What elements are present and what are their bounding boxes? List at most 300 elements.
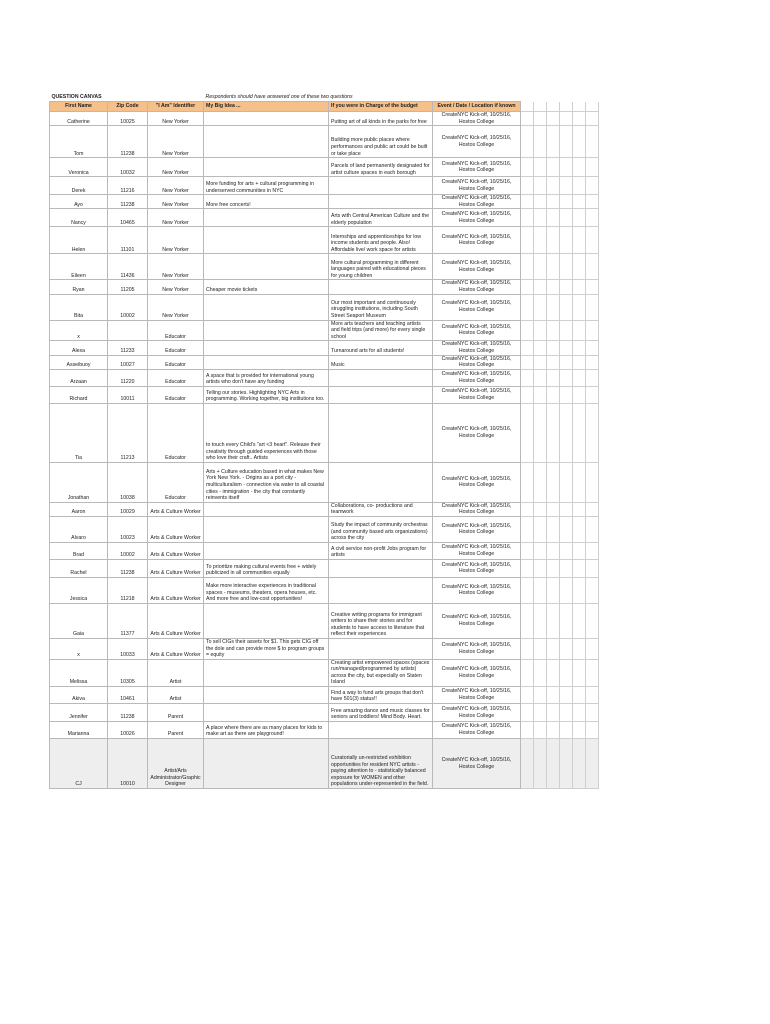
empty-cell <box>534 227 547 254</box>
empty-cell <box>586 195 599 209</box>
empty-cell <box>573 254 586 280</box>
empty-cell <box>573 177 586 195</box>
cell-first-name: Ayo <box>50 195 108 209</box>
table-row <box>50 158 599 177</box>
cell-budget <box>329 638 433 659</box>
cell-i-am: New Yorker <box>148 294 204 320</box>
empty-cell <box>547 209 560 227</box>
empty-cell <box>534 739 547 789</box>
table-row <box>50 559 599 577</box>
cell-zip-code: 11101 <box>108 227 148 254</box>
cell-zip-code: 10461 <box>108 687 148 704</box>
cell-zip-code: 10305 <box>108 659 148 686</box>
cell-first-name: Aaron <box>50 502 108 516</box>
empty-cell <box>521 722 534 739</box>
cell-budget <box>329 403 433 462</box>
empty-cell <box>573 294 586 320</box>
empty-cell <box>573 502 586 516</box>
cell-event: CreateNYC Kick-off, 10/25/16, Hostos College <box>433 462 521 502</box>
cell-event: CreateNYC Kick-off, 10/25/16, Hostos College <box>433 722 521 739</box>
cell-budget: Collaborations, co- productions and teamwork <box>329 502 433 516</box>
empty-cell <box>534 542 547 559</box>
empty-cell <box>534 638 547 659</box>
cell-event: CreateNYC Kick-off, 10/25/16, Hostos College <box>433 502 521 516</box>
empty-cell <box>534 126 547 158</box>
cell-zip-code: 10027 <box>108 355 148 369</box>
empty-cell <box>573 687 586 704</box>
cell-big-idea <box>204 294 329 320</box>
empty-cell <box>521 739 534 789</box>
empty-cell <box>573 516 586 542</box>
cell-zip-code: 10011 <box>108 386 148 403</box>
cell-budget: Building more public places where performances and public art could be built or take place <box>329 126 433 158</box>
cell-big-idea <box>204 341 329 355</box>
empty-cell <box>573 158 586 177</box>
empty-cell <box>586 577 599 603</box>
empty-cell <box>521 112 534 126</box>
empty-cell <box>521 209 534 227</box>
cell-i-am: Arts & Culture Worker <box>148 502 204 516</box>
empty-cell <box>547 659 560 686</box>
table-row <box>50 739 599 789</box>
empty-cell <box>547 638 560 659</box>
empty-cell <box>547 462 560 502</box>
cell-first-name: Bita <box>50 294 108 320</box>
empty-cell <box>547 542 560 559</box>
cell-event: CreateNYC Kick-off, 10/25/16, Hostos College <box>433 687 521 704</box>
empty-cell <box>547 195 560 209</box>
cell-big-idea <box>204 126 329 158</box>
cell-first-name: Marianna <box>50 722 108 739</box>
cell-big-idea: More free concerts! <box>204 195 329 209</box>
empty-cell <box>521 403 534 462</box>
table-row <box>50 227 599 254</box>
cell-i-am: New Yorker <box>148 158 204 177</box>
cell-budget: A civil service non-profit Jobs program for artists <box>329 542 433 559</box>
cell-zip-code: 10038 <box>108 462 148 502</box>
empty-cell <box>534 659 547 686</box>
cell-i-am: Artist <box>148 659 204 686</box>
cell-big-idea: More funding for arts + cultural programming in underserved communities in NYC <box>204 177 329 195</box>
respondent-note: Respondents should have answered one of these two questions <box>205 94 353 101</box>
empty-cell <box>547 320 560 341</box>
cell-zip-code: 10025 <box>108 112 148 126</box>
cell-i-am: Arts & Culture Worker <box>148 542 204 559</box>
cell-first-name: Catherine <box>50 112 108 126</box>
cell-first-name: Derek <box>50 177 108 195</box>
empty-cell <box>586 687 599 704</box>
empty-cell <box>573 112 586 126</box>
cell-first-name: Gaia <box>50 603 108 638</box>
empty-cell <box>586 341 599 355</box>
empty-cell <box>560 294 573 320</box>
cell-event: CreateNYC Kick-off, 10/25/16, Hostos College <box>433 516 521 542</box>
canvas-title: QUESTION CANVAS <box>51 94 102 101</box>
cell-first-name: Alexa <box>50 341 108 355</box>
cell-big-idea <box>204 659 329 686</box>
cell-budget: More arts teachers and teaching artists and field trips (and more) for every single school <box>329 320 433 341</box>
cell-zip-code: 11213 <box>108 403 148 462</box>
spreadsheet <box>49 92 598 789</box>
cell-event: CreateNYC Kick-off, 10/25/16, Hostos College <box>433 659 521 686</box>
cell-zip-code: 10002 <box>108 294 148 320</box>
empty-cell <box>521 704 534 722</box>
cell-budget: Our most important and continuously struggling institutions, including South Street Seaport Museum <box>329 294 433 320</box>
empty-cell <box>560 659 573 686</box>
empty-cell <box>534 341 547 355</box>
cell-event: CreateNYC Kick-off, 10/25/16, Hostos College <box>433 195 521 209</box>
empty-cell <box>586 638 599 659</box>
cell-budget <box>329 369 433 386</box>
cell-i-am: New Yorker <box>148 195 204 209</box>
empty-cell <box>534 687 547 704</box>
table-row <box>50 195 599 209</box>
empty-cell <box>534 294 547 320</box>
empty-cell <box>521 659 534 686</box>
empty-cell <box>534 195 547 209</box>
empty-cell <box>534 403 547 462</box>
empty-cell <box>573 603 586 638</box>
empty-cell <box>586 739 599 789</box>
cell-event: CreateNYC Kick-off, 10/25/16, Hostos College <box>433 542 521 559</box>
empty-cell <box>521 341 534 355</box>
empty-cell <box>547 386 560 403</box>
empty-cell <box>521 542 534 559</box>
empty-cell <box>521 462 534 502</box>
empty-cell <box>547 603 560 638</box>
cell-event: CreateNYC Kick-off, 10/25/16, Hostos College <box>433 254 521 280</box>
cell-big-idea: Telling our stories. Highlighting NYC Arts in programming. Working together, big institutions too. <box>204 386 329 403</box>
empty-cell <box>560 280 573 294</box>
empty-cell <box>560 386 573 403</box>
empty-cell <box>547 280 560 294</box>
empty-cell <box>547 294 560 320</box>
empty-cell <box>560 559 573 577</box>
cell-i-am: Arts & Culture Worker <box>148 516 204 542</box>
empty-cell <box>534 254 547 280</box>
cell-i-am: Educator <box>148 386 204 403</box>
empty-cell <box>534 386 547 403</box>
cell-budget: More cultural programming in different languages paired with educational pieces for young children <box>329 254 433 280</box>
cell-zip-code: 10026 <box>108 722 148 739</box>
empty-cell <box>573 209 586 227</box>
cell-event: CreateNYC Kick-off, 10/25/16, Hostos College <box>433 739 521 789</box>
empty-cell <box>534 577 547 603</box>
empty-cell <box>573 280 586 294</box>
cell-i-am: Artist <box>148 687 204 704</box>
empty-cell <box>573 227 586 254</box>
empty-cell <box>560 227 573 254</box>
empty-cell <box>547 355 560 369</box>
empty-cell <box>534 280 547 294</box>
cell-zip-code: 10002 <box>108 542 148 559</box>
empty-cell <box>521 195 534 209</box>
cell-i-am: New Yorker <box>148 112 204 126</box>
empty-cell <box>547 126 560 158</box>
empty-cell <box>586 177 599 195</box>
empty-cell <box>534 158 547 177</box>
cell-i-am: Artist/Arts Administrator/Graphic Designer <box>148 739 204 789</box>
empty-cell <box>586 542 599 559</box>
cell-zip-code: 11220 <box>108 369 148 386</box>
cell-event: CreateNYC Kick-off, 10/25/16, Hostos College <box>433 294 521 320</box>
empty-cell <box>560 502 573 516</box>
cell-first-name: Eileen <box>50 254 108 280</box>
table-row <box>50 462 599 502</box>
empty-cell <box>586 369 599 386</box>
cell-first-name: Rachel <box>50 559 108 577</box>
cell-first-name: CJ <box>50 739 108 789</box>
cell-budget <box>329 177 433 195</box>
empty-cell <box>560 704 573 722</box>
cell-first-name: Nancy <box>50 209 108 227</box>
cell-event: CreateNYC Kick-off, 10/25/16, Hostos College <box>433 603 521 638</box>
cell-big-idea <box>204 112 329 126</box>
empty-cell <box>560 209 573 227</box>
empty-cell <box>547 254 560 280</box>
question-canvas-table <box>49 92 599 789</box>
cell-big-idea: Cheaper movie tickets <box>204 280 329 294</box>
empty-cell <box>534 603 547 638</box>
empty-cell <box>586 126 599 158</box>
header-row <box>50 102 599 112</box>
empty-cell <box>573 659 586 686</box>
empty-cell <box>573 195 586 209</box>
cell-budget: Creating artist empowered spaces (spaces run/managed/programmed by artists) across the city, but especially on Staten Island <box>329 659 433 686</box>
empty-cell <box>534 502 547 516</box>
cell-budget: Arts with Central American Culture and the elderly population <box>329 209 433 227</box>
cell-i-am: Educator <box>148 462 204 502</box>
empty-cell <box>547 722 560 739</box>
empty-cell <box>586 386 599 403</box>
empty-cell <box>560 177 573 195</box>
empty-cell <box>560 320 573 341</box>
table-row <box>50 294 599 320</box>
cell-budget <box>329 280 433 294</box>
table-row <box>50 687 599 704</box>
empty-cell <box>573 722 586 739</box>
empty-cell <box>560 638 573 659</box>
empty-cell <box>560 126 573 158</box>
cell-big-idea: Make more interactive experiences in traditional spaces - museums, theaters, opera houses, etc. And more free and low-cost opportunities! <box>204 577 329 603</box>
cell-first-name: Ryan <box>50 280 108 294</box>
empty-cell <box>521 559 534 577</box>
cell-zip-code: 10029 <box>108 502 148 516</box>
cell-big-idea: To prioritize making cultural events free + widely publicized in all communities equally <box>204 559 329 577</box>
table-row <box>50 280 599 294</box>
empty-cell <box>560 158 573 177</box>
empty-cell <box>586 722 599 739</box>
empty-cell <box>573 542 586 559</box>
cell-zip-code <box>108 320 148 341</box>
cell-i-am: Educator <box>148 369 204 386</box>
empty-cell <box>573 126 586 158</box>
empty-cell <box>573 577 586 603</box>
empty-cell <box>534 177 547 195</box>
empty-cell <box>560 112 573 126</box>
cell-event: CreateNYC Kick-off, 10/25/16, Hostos College <box>433 177 521 195</box>
cell-i-am: Arts & Culture Worker <box>148 603 204 638</box>
cell-big-idea: Arts + Culture education based in what makes New York New York. - Origins as a port city - multiculturalism - connection via water to all coastal cities - immigration - the city that constantly reinvents itself <box>204 462 329 502</box>
empty-cell <box>586 462 599 502</box>
empty-cell <box>586 280 599 294</box>
empty-cell <box>586 254 599 280</box>
empty-cell <box>560 577 573 603</box>
empty-cell <box>521 355 534 369</box>
table-row <box>50 320 599 341</box>
cell-budget <box>329 577 433 603</box>
empty-cell <box>560 254 573 280</box>
cell-budget: Turnaround arts for all students! <box>329 341 433 355</box>
empty-cell <box>573 739 586 789</box>
table-row <box>50 516 599 542</box>
cell-event: CreateNYC Kick-off, 10/25/16, Hostos College <box>433 158 521 177</box>
cell-big-idea: To sell CIGs their assets for $1. This gets CIG off the dole and can provide more $ to program groups = equity <box>204 638 329 659</box>
cell-first-name: x <box>50 638 108 659</box>
empty-cell <box>573 638 586 659</box>
empty-cell <box>573 403 586 462</box>
cell-budget: Free amazing dance and music classes for seniors and toddlers! Mind Body. Heart. <box>329 704 433 722</box>
empty-cell <box>547 739 560 789</box>
cell-zip-code: 11218 <box>108 577 148 603</box>
cell-budget <box>329 722 433 739</box>
empty-cell <box>547 112 560 126</box>
cell-first-name: Arzaan <box>50 369 108 386</box>
cell-i-am: Arts & Culture Worker <box>148 577 204 603</box>
cell-event: CreateNYC Kick-off, 10/25/16, Hostos College <box>433 704 521 722</box>
empty-cell <box>586 403 599 462</box>
cell-i-am: Educator <box>148 320 204 341</box>
cell-first-name: Tia <box>50 403 108 462</box>
empty-cell <box>586 603 599 638</box>
cell-event: CreateNYC Kick-off, 10/25/16, Hostos College <box>433 126 521 158</box>
cell-first-name: Brad <box>50 542 108 559</box>
empty-cell <box>586 704 599 722</box>
cell-first-name: Veronica <box>50 158 108 177</box>
empty-cell <box>547 403 560 462</box>
cell-event: CreateNYC Kick-off, 10/25/16, Hostos College <box>433 341 521 355</box>
empty-cell <box>521 158 534 177</box>
cell-zip-code: 11377 <box>108 603 148 638</box>
cell-budget: Find a way to fund arts groups that don't have 501(3) status!! <box>329 687 433 704</box>
empty-cell <box>560 403 573 462</box>
cell-big-idea <box>204 739 329 789</box>
empty-cell <box>521 638 534 659</box>
cell-first-name: Melissa <box>50 659 108 686</box>
cell-zip-code: 11238 <box>108 195 148 209</box>
cell-i-am: New Yorker <box>148 227 204 254</box>
empty-cell <box>547 687 560 704</box>
cell-zip-code: 10033 <box>108 638 148 659</box>
cell-i-am: Parent <box>148 722 204 739</box>
empty-cell <box>547 516 560 542</box>
cell-big-idea <box>204 320 329 341</box>
empty-cell <box>586 320 599 341</box>
empty-cell <box>560 355 573 369</box>
cell-first-name: Helen <box>50 227 108 254</box>
empty-cell <box>586 659 599 686</box>
table-row <box>50 722 599 739</box>
empty-cell <box>547 704 560 722</box>
cell-budget: Internships and apprenticeships for low income students and people. Also! Affordable live/ work space for artists <box>329 227 433 254</box>
cell-event: CreateNYC Kick-off, 10/25/16, Hostos College <box>433 403 521 462</box>
table-row <box>50 386 599 403</box>
table-row <box>50 209 599 227</box>
cell-first-name: Alvaro <box>50 516 108 542</box>
table-row <box>50 254 599 280</box>
empty-cell <box>573 355 586 369</box>
empty-cell <box>573 369 586 386</box>
empty-cell <box>573 559 586 577</box>
cell-budget: Putting art of all kinds in the parks for free <box>329 112 433 126</box>
cell-i-am: New Yorker <box>148 177 204 195</box>
empty-cell <box>521 386 534 403</box>
cell-event: CreateNYC Kick-off, 10/25/16, Hostos College <box>433 280 521 294</box>
cell-big-idea: A place where there are as many places for kids to make art as there are playground! <box>204 722 329 739</box>
empty-cell <box>521 126 534 158</box>
cell-big-idea: to touch every Child's "art <3 heart". Release their creativity through guided experiences with those who love their craft.. Artists <box>204 403 329 462</box>
table-row <box>50 177 599 195</box>
cell-big-idea <box>204 516 329 542</box>
empty-cell <box>521 502 534 516</box>
cell-i-am: Parent <box>148 704 204 722</box>
empty-cell <box>547 369 560 386</box>
empty-cell <box>547 227 560 254</box>
empty-cell <box>586 559 599 577</box>
cell-big-idea <box>204 542 329 559</box>
empty-cell <box>586 227 599 254</box>
empty-cell <box>547 177 560 195</box>
cell-zip-code: 11238 <box>108 704 148 722</box>
empty-cell <box>573 341 586 355</box>
empty-cell <box>534 369 547 386</box>
cell-budget: Curatorially un-restricted exhibition opportunities for resident NYC artists - paying attention to - statistically balanced exposure for WOMEN and other populations under-represented in the field. <box>329 739 433 789</box>
cell-event: CreateNYC Kick-off, 10/25/16, Hostos College <box>433 112 521 126</box>
empty-cell <box>560 341 573 355</box>
cell-event: CreateNYC Kick-off, 10/25/16, Hostos College <box>433 227 521 254</box>
table-row <box>50 126 599 158</box>
empty-cell <box>521 280 534 294</box>
empty-cell <box>560 369 573 386</box>
cell-i-am: Arts & Culture Worker <box>148 559 204 577</box>
cell-budget <box>329 559 433 577</box>
cell-first-name: Jennifer <box>50 704 108 722</box>
empty-cell <box>560 195 573 209</box>
empty-cell <box>573 320 586 341</box>
empty-cell <box>573 386 586 403</box>
cell-event: CreateNYC Kick-off, 10/25/16, Hostos College <box>433 577 521 603</box>
cell-i-am: New Yorker <box>148 254 204 280</box>
empty-cell <box>560 603 573 638</box>
cell-i-am: Educator <box>148 355 204 369</box>
cell-event: CreateNYC Kick-off, 10/25/16, Hostos College <box>433 209 521 227</box>
empty-cell <box>560 516 573 542</box>
empty-cell <box>521 294 534 320</box>
cell-budget <box>329 195 433 209</box>
empty-cell <box>547 158 560 177</box>
empty-cell <box>521 177 534 195</box>
empty-cell <box>534 704 547 722</box>
cell-i-am: Educator <box>148 403 204 462</box>
empty-cell <box>521 254 534 280</box>
cell-event: CreateNYC Kick-off, 10/25/16, Hostos College <box>433 355 521 369</box>
cell-big-idea <box>204 209 329 227</box>
cell-i-am: New Yorker <box>148 280 204 294</box>
cell-big-idea <box>204 687 329 704</box>
table-row <box>50 502 599 516</box>
cell-event: CreateNYC Kick-off, 10/25/16, Hostos College <box>433 386 521 403</box>
cell-big-idea <box>204 355 329 369</box>
